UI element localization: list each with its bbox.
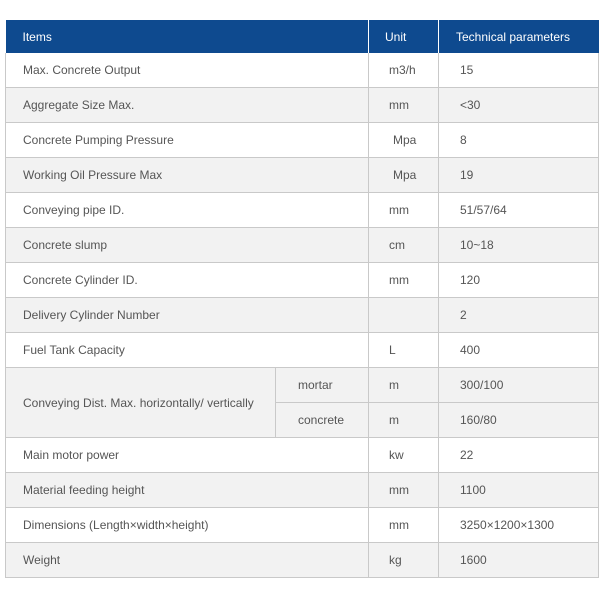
value-cell: 1600: [439, 543, 599, 578]
unit-cell: kg: [369, 543, 439, 578]
value-cell: 51/57/64: [439, 193, 599, 228]
table-row: [6, 438, 599, 473]
item-cell-conveying: Conveying Dist. Max. horizontally/ vertically: [6, 368, 276, 438]
value-cell: 120: [439, 263, 599, 298]
item-cell: Conveying pipe ID.: [6, 193, 369, 228]
unit-cell: Mpa: [369, 158, 439, 193]
table-row: [6, 543, 599, 578]
value-cell: 3250×1200×1300: [439, 508, 599, 543]
header-items: Items: [6, 20, 369, 53]
item-cell: Fuel Tank Capacity: [6, 333, 369, 368]
sub-item-cell: mortar: [276, 368, 369, 403]
spec-table: [5, 20, 599, 578]
spec-table-container: [5, 20, 598, 578]
table-header-row: [6, 20, 599, 53]
value-cell: 19: [439, 158, 599, 193]
value-cell: 15: [439, 53, 599, 88]
item-cell: Aggregate Size Max.: [6, 88, 369, 123]
item-cell: Dimensions (Length×width×height): [6, 508, 369, 543]
unit-cell: mm: [369, 88, 439, 123]
value-cell: <30: [439, 88, 599, 123]
table-row: [6, 228, 599, 263]
unit-cell: kw: [369, 438, 439, 473]
header-unit: Unit: [369, 20, 439, 53]
item-cell: Concrete Pumping Pressure: [6, 123, 369, 158]
table-row: [6, 158, 599, 193]
value-cell: 160/80: [439, 403, 599, 438]
unit-cell: Mpa: [369, 123, 439, 158]
unit-cell: m3/h: [369, 53, 439, 88]
item-cell: Weight: [6, 543, 369, 578]
table-row: [6, 473, 599, 508]
item-cell: Working Oil Pressure Max: [6, 158, 369, 193]
unit-cell: mm: [369, 193, 439, 228]
table-row: [6, 263, 599, 298]
value-cell: 22: [439, 438, 599, 473]
item-cell: Max. Concrete Output: [6, 53, 369, 88]
table-row: [6, 508, 599, 543]
sub-item-cell: concrete: [276, 403, 369, 438]
unit-cell: m: [369, 368, 439, 403]
unit-cell: m: [369, 403, 439, 438]
value-cell: 1100: [439, 473, 599, 508]
table-row: [6, 88, 599, 123]
table-row: [6, 298, 599, 333]
unit-cell: mm: [369, 473, 439, 508]
unit-cell: L: [369, 333, 439, 368]
table-row-conveying-mortar: [6, 368, 599, 403]
header-technical-parameters: Technical parameters: [439, 20, 599, 53]
item-cell: Main motor power: [6, 438, 369, 473]
table-row: [6, 53, 599, 88]
value-cell: 300/100: [439, 368, 599, 403]
item-cell: Delivery Cylinder Number: [6, 298, 369, 333]
item-cell: Concrete slump: [6, 228, 369, 263]
value-cell: 2: [439, 298, 599, 333]
unit-cell: mm: [369, 263, 439, 298]
item-cell: Material feeding height: [6, 473, 369, 508]
table-row: [6, 333, 599, 368]
table-row: [6, 193, 599, 228]
table-row: [6, 123, 599, 158]
value-cell: 10~18: [439, 228, 599, 263]
unit-cell: cm: [369, 228, 439, 263]
value-cell: 400: [439, 333, 599, 368]
unit-cell: mm: [369, 508, 439, 543]
item-cell: Concrete Cylinder ID.: [6, 263, 369, 298]
unit-cell: [369, 298, 439, 333]
value-cell: 8: [439, 123, 599, 158]
